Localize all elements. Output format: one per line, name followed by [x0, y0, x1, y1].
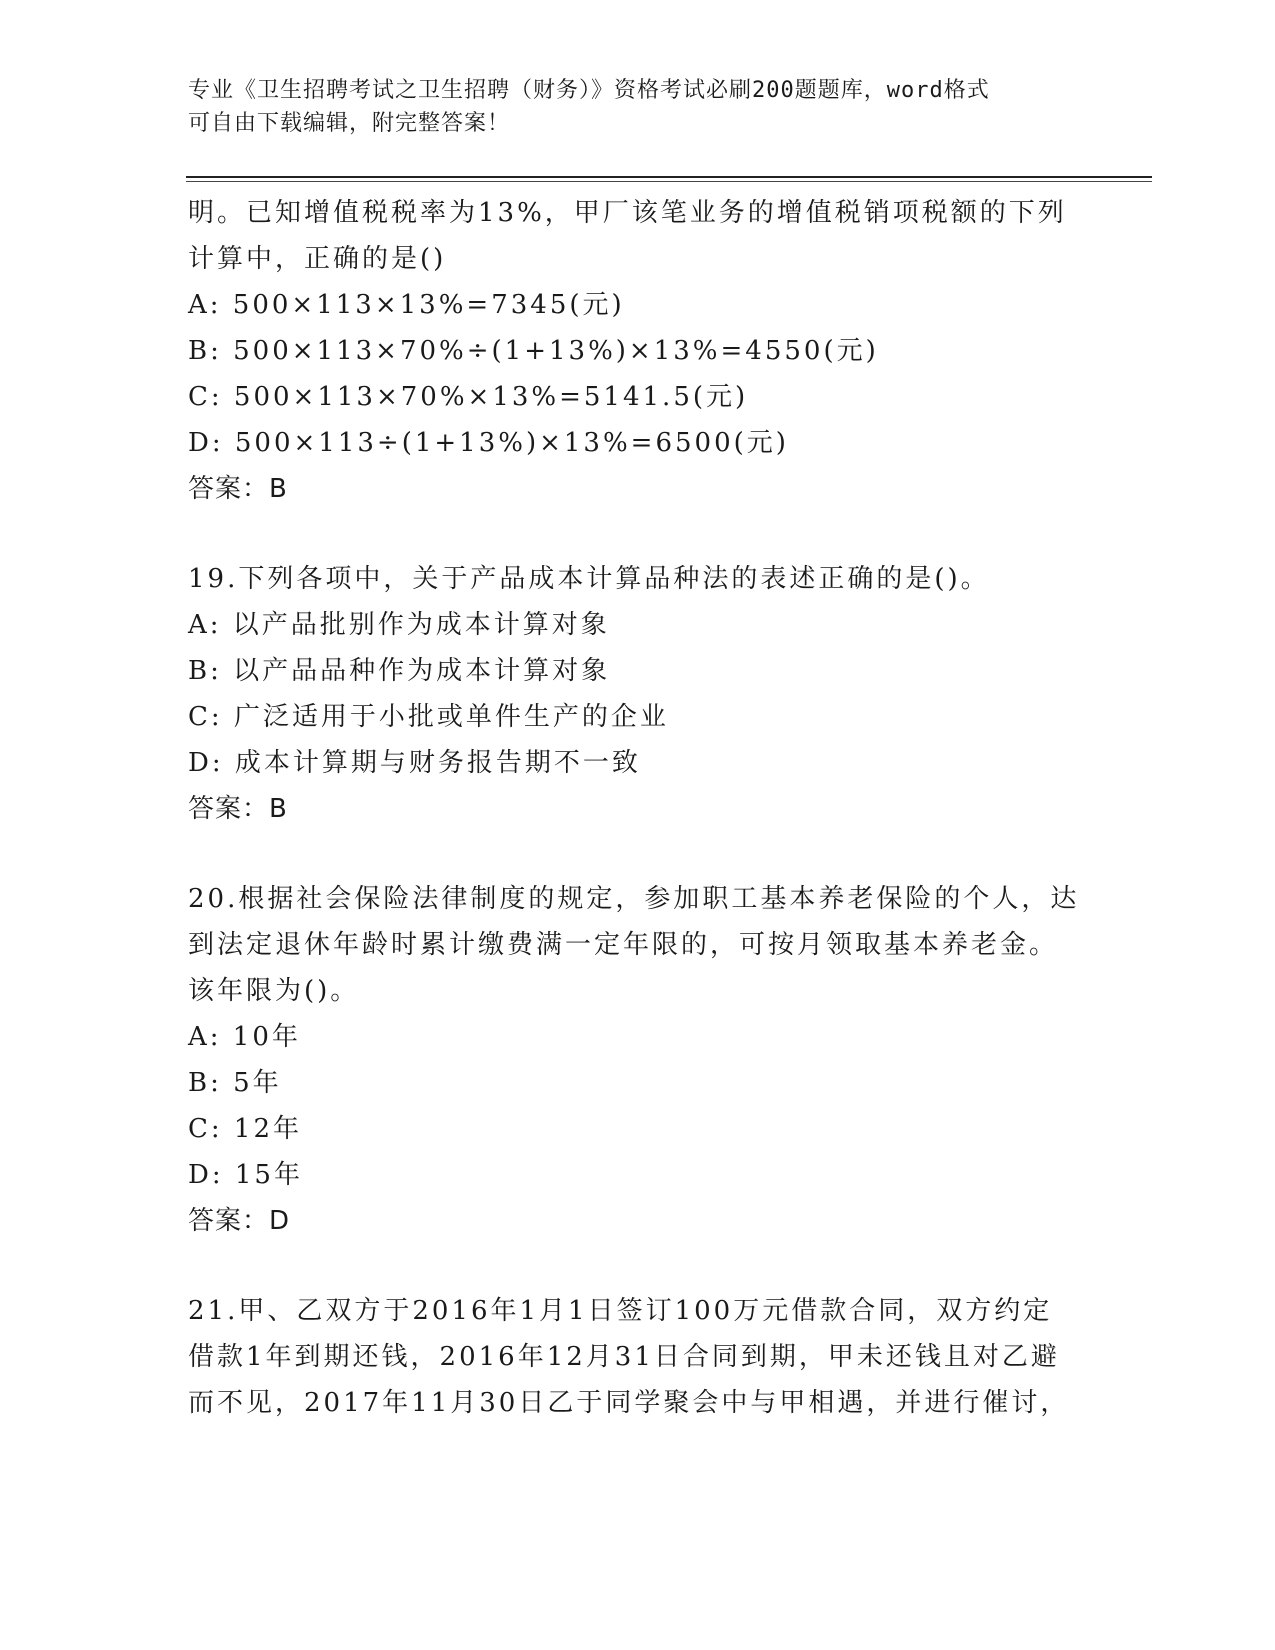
- question-spacer: [188, 832, 1088, 876]
- question-spacer: [188, 512, 1088, 556]
- question-stem-line: 明。已知增值税税率为13%，甲厂该笔业务的增值税销项税额的下列: [188, 198, 1067, 228]
- question-18: [188, 190, 1088, 512]
- option-c: C: 500×113×70%×13%=5141.5(元): [188, 382, 749, 412]
- question-stem-line: 计算中，正确的是(): [188, 244, 447, 274]
- option-d: D: 500×113÷(1+13%)×13%=6500(元): [188, 428, 789, 458]
- option-d: D: 成本计算期与财务报告期不一致: [188, 748, 641, 778]
- option-c: C: 广泛适用于小批或单件生产的企业: [188, 702, 669, 732]
- question-stem-line: 21.甲、乙双方于2016年1月1日签订100万元借款合同，双方约定: [188, 1296, 1053, 1326]
- header-title-line-2: 可自由下载编辑，附完整答案！: [188, 111, 511, 136]
- header-divider-thick: [186, 176, 1152, 178]
- question-20: [188, 876, 1088, 1244]
- page-header: [188, 74, 1068, 140]
- header-divider-thin: [186, 181, 1152, 182]
- option-d: D: 15年: [188, 1160, 303, 1190]
- question-stem-line: 到法定退休年龄时累计缴费满一定年限的，可按月领取基本养老金。: [188, 930, 1059, 960]
- question-19: [188, 556, 1088, 832]
- option-a: A: 10年: [188, 1022, 301, 1052]
- option-a: A: 500×113×13%=7345(元): [188, 290, 625, 320]
- answer-line: 答案：D: [188, 1206, 291, 1236]
- answer-line: 答案：B: [188, 794, 288, 824]
- question-stem-line: 20.根据社会保险法律制度的规定，参加职工基本养老保险的个人，达: [188, 884, 1080, 914]
- answer-line: 答案：B: [188, 474, 288, 504]
- question-stem-line: 借款1年到期还钱，2016年12月31日合同到期，甲未还钱且对乙避: [188, 1342, 1060, 1372]
- question-stem-line: 而不见，2017年11月30日乙于同学聚会中与甲相遇，并进行催讨，: [188, 1388, 1070, 1418]
- document-body: [188, 190, 1088, 1426]
- option-b: B: 5年: [188, 1068, 282, 1098]
- question-21: [188, 1288, 1088, 1426]
- question-stem-line: 该年限为()。: [188, 976, 360, 1006]
- header-title-line-1: 专业《卫生招聘考试之卫生招聘（财务）》资格考试必刷200题题库，word格式: [188, 78, 990, 103]
- option-b: B: 500×113×70%÷(1+13%)×13%=4550(元): [188, 336, 879, 366]
- option-a: A: 以产品批别作为成本计算对象: [188, 610, 610, 640]
- option-b: B: 以产品品种作为成本计算对象: [188, 656, 611, 686]
- question-stem-line: 19.下列各项中，关于产品成本计算品种法的表述正确的是()。: [188, 564, 990, 594]
- option-c: C: 12年: [188, 1114, 303, 1144]
- question-spacer: [188, 1244, 1088, 1288]
